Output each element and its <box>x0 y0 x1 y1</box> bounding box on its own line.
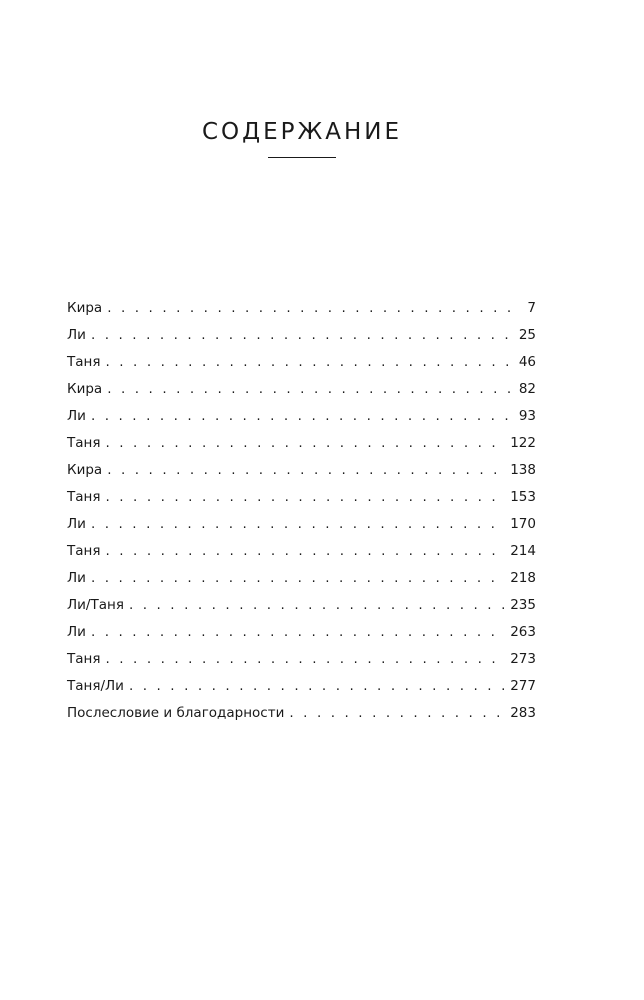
toc-page-number: 218 <box>510 570 536 586</box>
toc-entry <box>67 349 536 376</box>
toc-page-number: 263 <box>510 624 536 640</box>
page-title: СОДЕРЖАНИЕ <box>201 119 403 145</box>
toc-entry-label: Кира <box>67 462 103 478</box>
toc-page-number: 138 <box>510 462 536 478</box>
toc-dot-leader <box>107 457 505 484</box>
toc-entry <box>67 457 536 484</box>
toc-page-number: 153 <box>510 489 536 505</box>
toc-page-number: 93 <box>518 408 536 424</box>
toc-dot-leader <box>105 646 505 673</box>
toc-entry <box>67 700 536 727</box>
toc-entry-label: Таня <box>67 543 101 559</box>
toc-entry <box>67 403 536 430</box>
toc-entry <box>67 673 536 700</box>
toc-entry-label: Послесловие и благодарности <box>67 705 285 721</box>
toc-page-number: 25 <box>518 327 536 343</box>
toc-entry-label: Кира <box>67 381 103 397</box>
toc-entry <box>67 565 536 592</box>
toc-entry <box>67 430 536 457</box>
toc-dot-leader <box>91 322 514 349</box>
toc-entry-label: Ли <box>67 516 86 532</box>
toc-dot-leader <box>107 295 522 322</box>
toc-entry-label: Ли <box>67 570 86 586</box>
toc-dot-leader <box>91 565 505 592</box>
toc-entry <box>67 484 536 511</box>
toc-dot-leader <box>105 349 513 376</box>
toc-entry-label: Кира <box>67 300 103 316</box>
toc-page-number: 273 <box>510 651 536 667</box>
toc-entry-label: Таня/Ли <box>67 678 124 694</box>
toc-dot-leader <box>129 592 505 619</box>
toc-page-number: 283 <box>510 705 536 721</box>
toc-entry-label: Ли <box>67 408 86 424</box>
toc-page-number: 7 <box>527 300 536 316</box>
title-divider <box>268 157 336 158</box>
toc-dot-leader <box>105 430 505 457</box>
toc-dot-leader <box>129 673 505 700</box>
toc-entry <box>67 646 536 673</box>
toc-page-number: 170 <box>510 516 536 532</box>
toc-dot-leader <box>289 700 505 727</box>
toc-page-number: 214 <box>510 543 536 559</box>
toc-page-number: 82 <box>518 381 536 397</box>
toc-page-number: 235 <box>510 597 536 613</box>
toc-entry-label: Таня <box>67 489 101 505</box>
toc-entry-label: Таня <box>67 651 101 667</box>
toc-dot-leader <box>91 403 514 430</box>
toc-entry-label: Ли <box>67 624 86 640</box>
toc-entry <box>67 619 536 646</box>
table-of-contents <box>67 295 536 727</box>
toc-dot-leader <box>91 619 505 646</box>
toc-dot-leader <box>105 538 505 565</box>
toc-entry <box>67 592 536 619</box>
toc-page-number: 122 <box>510 435 536 451</box>
toc-dot-leader <box>107 376 514 403</box>
toc-entry <box>67 511 536 538</box>
toc-entry-label: Ли/Таня <box>67 597 124 613</box>
toc-dot-leader <box>91 511 505 538</box>
toc-entry <box>67 322 536 349</box>
toc-entry <box>67 538 536 565</box>
toc-page-number: 46 <box>518 354 536 370</box>
toc-entry <box>67 295 536 322</box>
toc-entry <box>67 376 536 403</box>
toc-entry-label: Таня <box>67 354 101 370</box>
toc-entry-label: Таня <box>67 435 101 451</box>
toc-entry-label: Ли <box>67 327 86 343</box>
toc-page-number: 277 <box>510 678 536 694</box>
toc-dot-leader <box>105 484 505 511</box>
